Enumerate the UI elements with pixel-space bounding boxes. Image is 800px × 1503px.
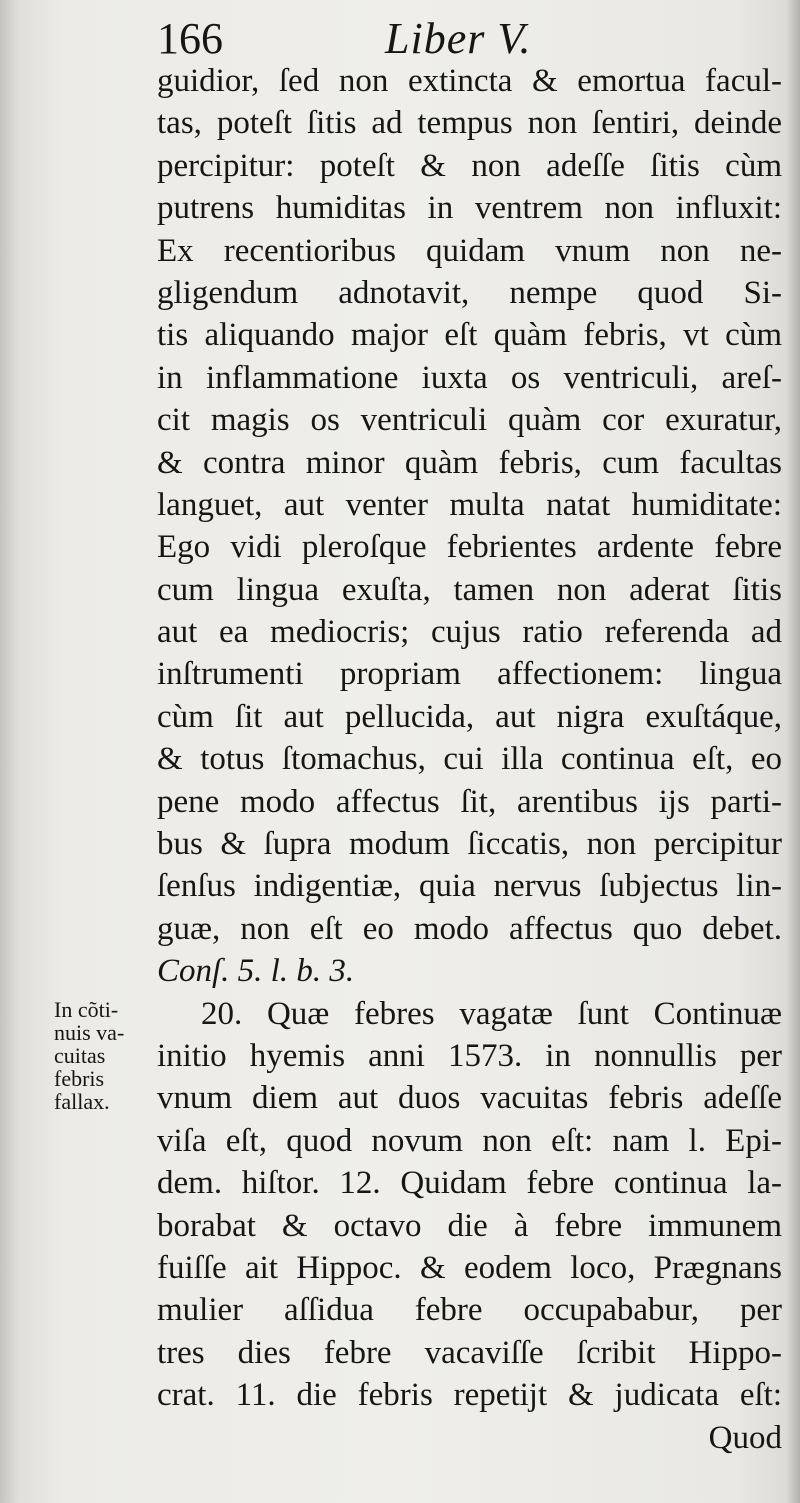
text-line: crat. 11. die febris repetijt & judicata eſt: (157, 1377, 782, 1414)
text-line: cit magis os ventriculi quàm cor exuratur, (157, 402, 782, 439)
page-edge-shadow (786, 0, 800, 1503)
text-line: percipitur: poteſt & non adeſſe ſitis cùm (157, 147, 782, 184)
running-title: Liber V. (385, 14, 532, 63)
text-line: borabat & octavo die à febre immunem (157, 1207, 782, 1244)
margin-note (54, 998, 158, 1113)
margin-note-line: fallax. (54, 1089, 110, 1114)
text-line: aut ea mediocris; cujus ratio referenda ad (157, 614, 782, 651)
text-line: Ego vidi pleroſque febrientes ardente febre (157, 529, 782, 566)
text-line: languet, aut venter multa natat humiditate: (157, 486, 782, 523)
text-line: bus & ſupra modum ſiccatis, non percipitur (157, 826, 782, 863)
text-line: mulier aſſidua febre occupababur, per (157, 1292, 782, 1329)
text-line: Ex recentioribus quidam vnum non ne- (157, 232, 782, 269)
text-line: viſa eſt, quod novum non eſt: nam l. Epi- (157, 1122, 782, 1159)
text-line: fuiſſe ait Hippoc. & eodem loco, Prægnans (157, 1249, 782, 1286)
text-line: ſenſus indigentiæ, quia nervus ſubjectus lin- (157, 868, 782, 905)
catchword: Quod (708, 1419, 782, 1456)
page-number: 166 (157, 14, 223, 63)
margin-note-line: nuis va- (54, 1020, 125, 1045)
text-line: & totus ſtomachus, cui illa continua eſt, eo (157, 741, 782, 778)
margin-note-line: cuitas (54, 1043, 106, 1068)
citation-line: Conſ. 5. l. b. 3. (157, 953, 355, 990)
text-line: tres dies febre vacaviſſe ſcribit Hippo- (157, 1334, 782, 1371)
text-line: gligendum adnotavit, nempe quod Si- (157, 274, 782, 311)
text-line: initio hyemis anni 1573. in nonnullis per (157, 1037, 782, 1074)
text-line: guæ, non eſt eo modo affectus quo debet. (157, 910, 782, 947)
text-line: cum lingua exuſta, tamen non aderat ſitis (157, 571, 782, 608)
text-line: cùm ſit aut pellucida, aut nigra exuſtáque, (157, 698, 782, 735)
text-line: vnum diem aut duos vacuitas febris adeſſe (157, 1080, 782, 1117)
margin-note-line: In cõti- (54, 997, 119, 1022)
body-text (157, 60, 782, 1459)
margin-note-line: febris (54, 1066, 105, 1091)
text-line: tas, poteſt ſitis ad tempus non ſentiri, deinde (157, 105, 782, 142)
paragraph-start-line: 20. Quæ febres vagatæ ſunt Continuæ (201, 995, 782, 1032)
text-line: inſtrumenti propriam affectionem: lingua (157, 656, 782, 693)
text-line: pene modo affectus ſit, arentibus ijs parti- (157, 783, 782, 820)
page-gutter-shadow (0, 0, 18, 1503)
text-line: & contra minor quàm febris, cum facultas (157, 444, 782, 481)
text-line: dem. hiſtor. 12. Quidam febre continua la- (157, 1165, 782, 1202)
text-line: putrens humiditas in ventrem non influxit: (157, 190, 782, 227)
text-line: in inflammatione iuxta os ventriculi, areſ- (157, 359, 782, 396)
text-line: tis aliquando major eſt quàm febris, vt cùm (157, 317, 782, 354)
text-line: guidior, ſed non extincta & emortua facul- (157, 63, 782, 99)
